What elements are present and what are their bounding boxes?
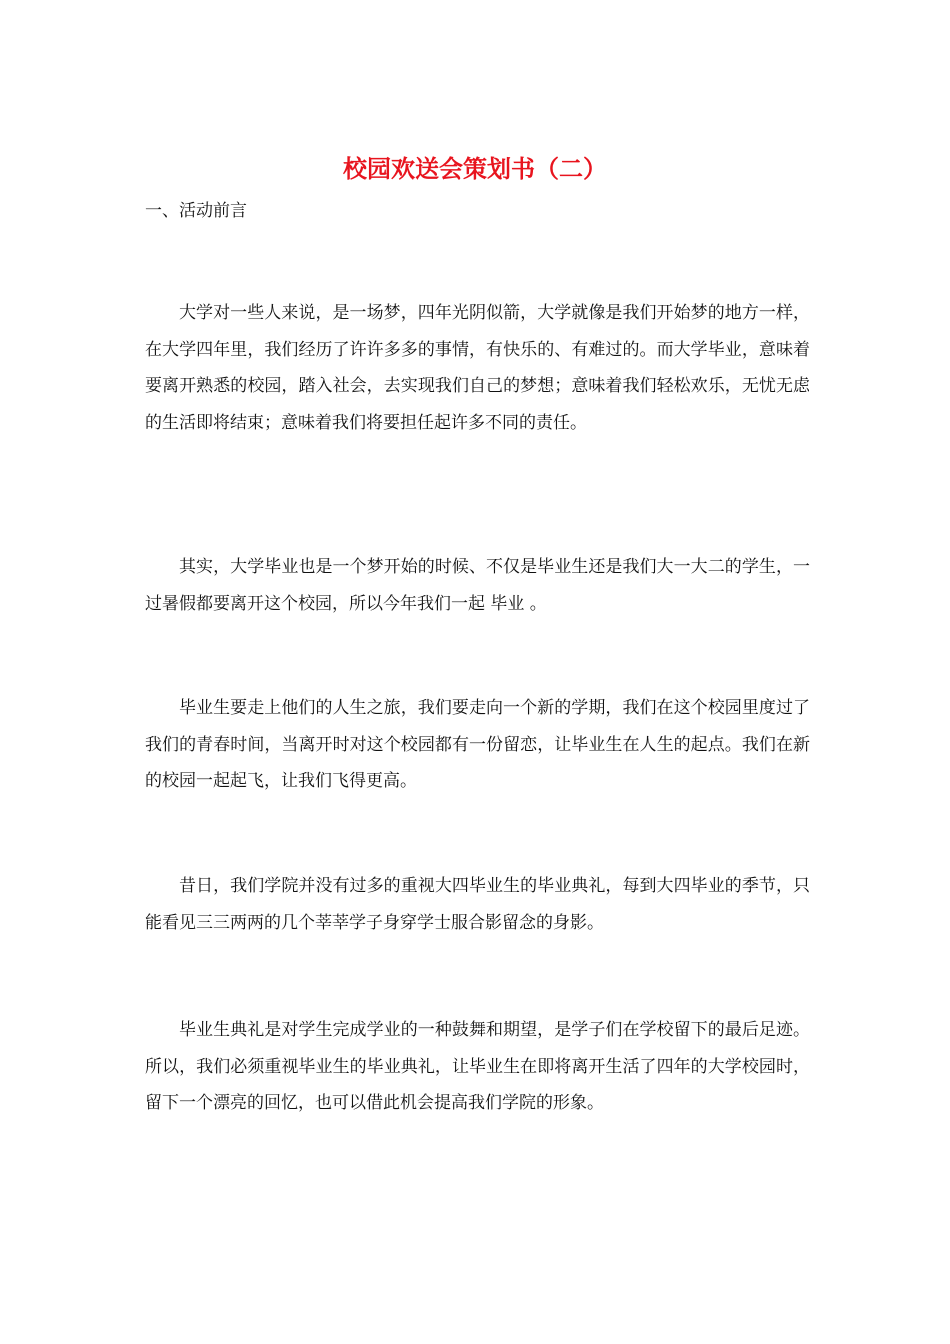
paragraph-4: 昔日，我们学院并没有过多的重视大四毕业生的毕业典礼，每到大四毕业的季节，只能看见三三两两的几个莘莘学子身穿学士服合影留念的身影。 bbox=[145, 876, 810, 933]
paragraph-2: 其实，大学毕业也是一个梦开始的时候、不仅是毕业生还是我们大一大二的学生，一过暑假都要离开这个校园，所以今年我们一起 毕业 。 bbox=[145, 557, 810, 614]
document-title: 校园欢送会策划书（二） bbox=[343, 154, 607, 183]
section-heading: 一、活动前言 bbox=[145, 201, 247, 221]
paragraph-3: 毕业生要走上他们的人生之旅，我们要走向一个新的学期，我们在这个校园里度过了我们的青春时间，当离开时对这个校园都有一份留恋，让毕业生在人生的起点。我们在新的校园一起起飞，让我们飞得更高。 bbox=[145, 698, 810, 791]
paragraph-1: 大学对一些人来说，是一场梦，四年光阴似箭，大学就像是我们开始梦的地方一样，在大学四年里，我们经历了许许多多的事情，有快乐的、有难过的。而大学毕业，意味着要离开熟悉的校园，踏入社会，去实现我们自己的梦想；意味着我们轻松欢乐，无忧无虑的生活即将结束；意味着我们将要担任起许多不同的责任。 bbox=[145, 303, 810, 433]
paragraph-5: 毕业生典礼是对学生完成学业的一种鼓舞和期望，是学子们在学校留下的最后足迹。所以，我们必须重视毕业生的毕业典礼，让毕业生在即将离开生活了四年的大学校园时，留下一个漂亮的回忆，也可以借此机会提高我们学院的形象。 bbox=[145, 1020, 810, 1113]
